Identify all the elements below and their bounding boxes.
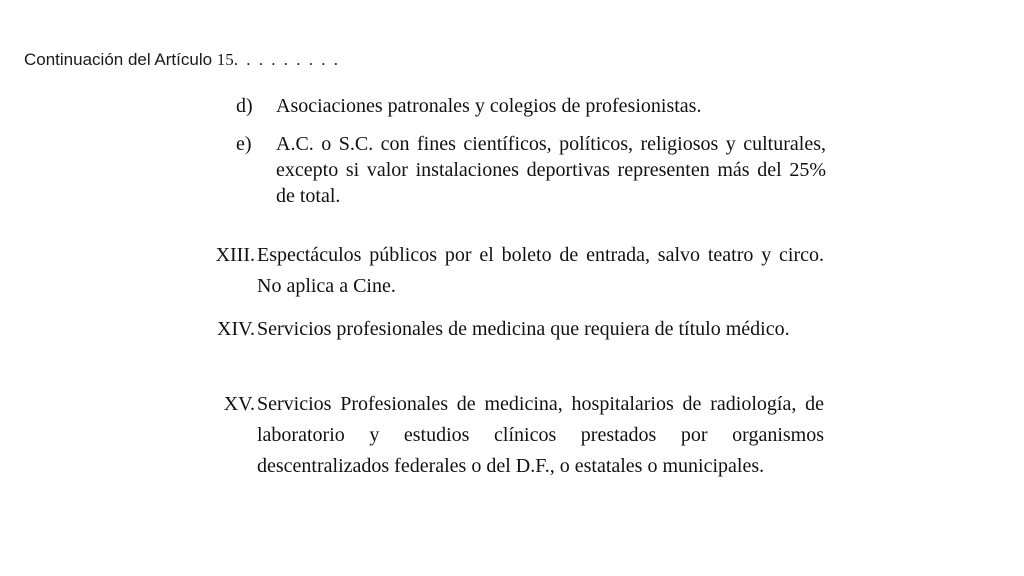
list-item-marker: XV.	[223, 393, 255, 415]
sub-item-text: Asociaciones patronales y colegios de profesionistas.	[276, 95, 702, 117]
article-continuation-header	[24, 50, 340, 70]
sub-item-text: A.C. o S.C. con fines científicos, políticos, religiosos y culturales, excepto si valor instalaciones deportivas representen más del 25% de total.	[276, 133, 826, 207]
sub-item-d	[236, 93, 826, 119]
sub-item-marker: e)	[236, 133, 252, 155]
list-item-marker: XIV.	[217, 318, 255, 340]
sub-item-marker: d)	[236, 95, 253, 117]
list-item-text: Espectáculos públicos por el boleto de entrada, salvo teatro y circo. No aplica a Cine.	[257, 244, 824, 297]
header-label: Continuación del Artículo	[24, 50, 213, 69]
article-number: 15	[216, 50, 234, 69]
list-item-text: Servicios profesionales de medicina que requiera de título médico.	[257, 318, 790, 340]
list-item-xiii	[200, 240, 826, 302]
list-item-xv	[200, 389, 826, 482]
list-item-text: Servicios Profesionales de medicina, hospitalarios de radiología, de laboratorio y estudios clínicos prestados por organismos descentralizados federales o del D.F., o estatales o municipales.	[257, 393, 824, 477]
header-dots: . . . . . . . . .	[233, 50, 341, 69]
list-item-marker: XIII.	[215, 244, 255, 266]
sub-item-e	[236, 131, 826, 209]
list-item-xiv	[200, 314, 826, 345]
